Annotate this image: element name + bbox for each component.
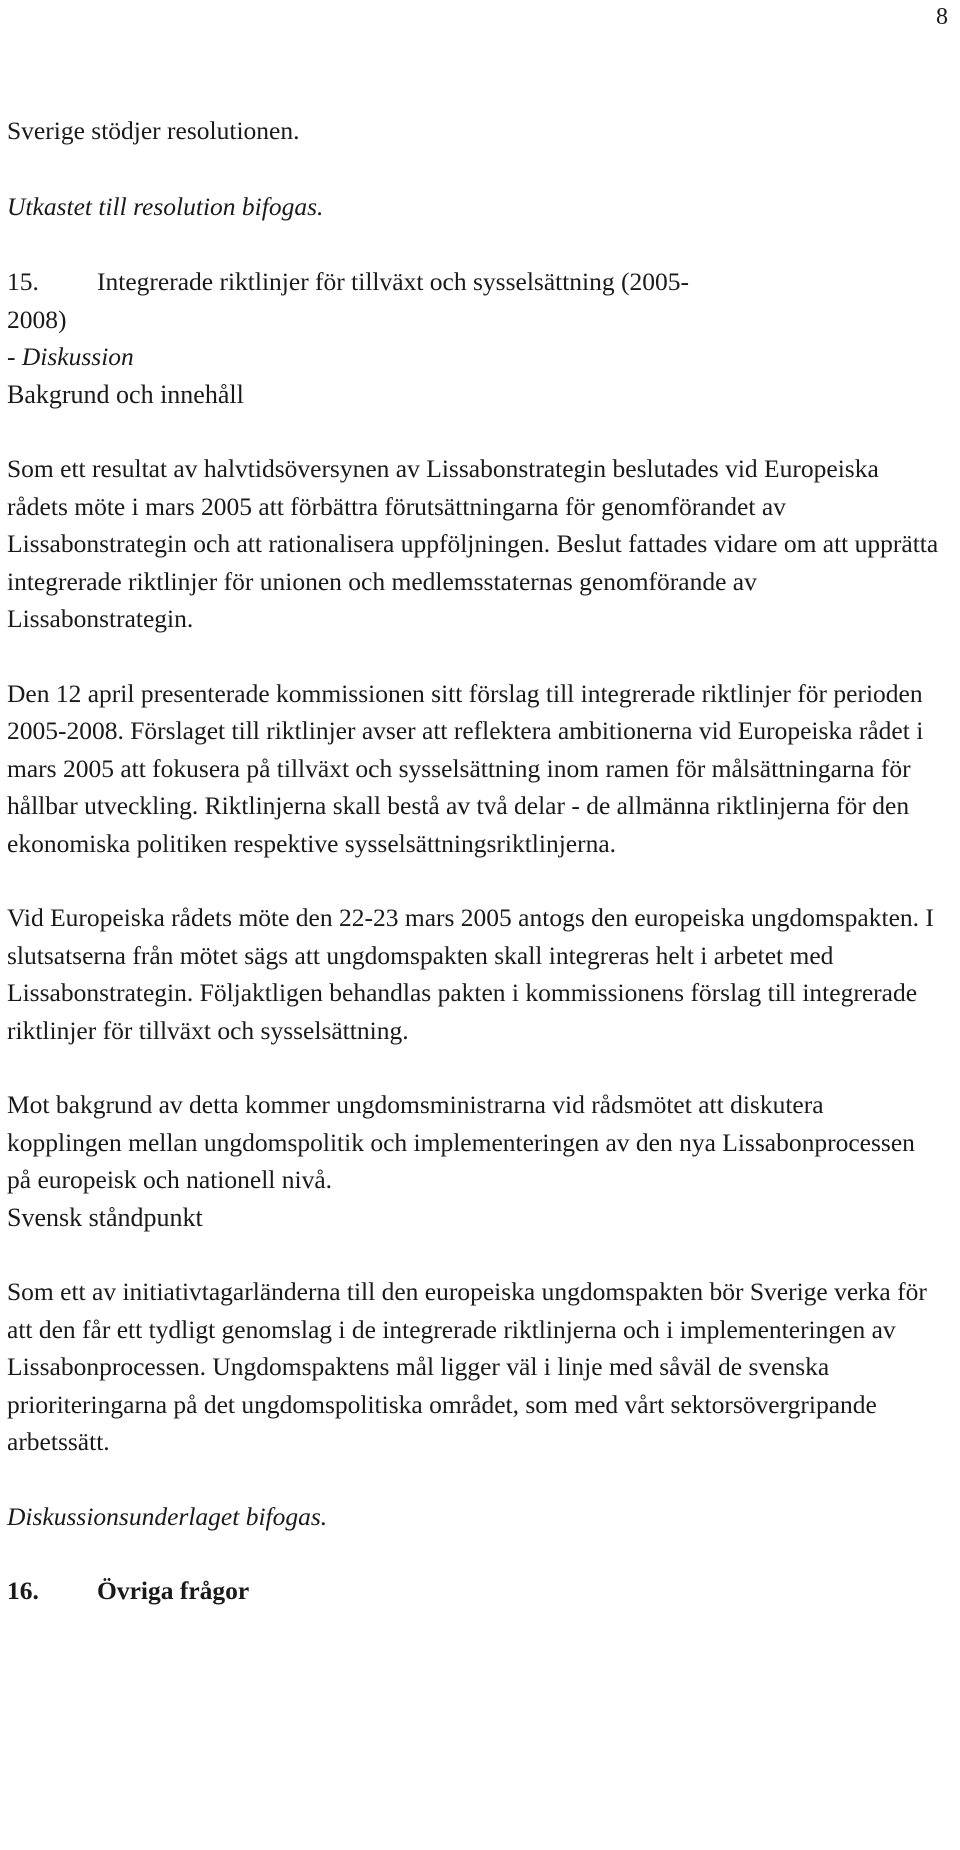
discussion-attachment-note: Diskussionsunderlaget bifogas.	[7, 1501, 328, 1531]
agenda-item-title-line1: Integrerade riktlinjer för tillväxt och sysselsättning (2005-	[97, 267, 690, 296]
agenda-item-title-line2: 2008)	[7, 304, 67, 334]
agenda-item-title	[97, 263, 942, 301]
background-paragraph-2: Den 12 april presenterade kommissionen sitt förslag till integrerade riktlinjer för perioden 2005-2008. Förslaget till riktlinjer avser att reflektera ambitionerna vid Europeiska rådet i mars 2005 att fokusera på tillväxt och sysselsättning inom ramen för målsättningarna för hållbar utveckling. Riktlinjerna skall bestå av två delar - de allmänna riktlinjerna för den ekonomiska politiken respektive sysselsättningsriktlinjerna.	[7, 678, 924, 858]
agenda-item-title: Övriga frågor	[97, 1576, 250, 1605]
page-number: 8	[936, 4, 948, 30]
agenda-item-subtitle: - Diskussion	[7, 342, 134, 371]
agenda-item-16	[7, 1572, 942, 1610]
section-heading-background: Bakgrund och innehåll	[7, 379, 244, 409]
document-body	[7, 112, 942, 1610]
agenda-item-number: 15.	[7, 267, 39, 296]
position-paragraph: Som ett av initiativtagarländerna till den europeiska ungdomspakten bör Sverige verka för att den får ett tydligt genomslag i de integrerade riktlinjerna och i implementeringen av Lissabonprocessen. Ungdomspaktens mål ligger väl i linje med såväl de svenska prioriteringarna på det ungdomspolitiska området, som med vårt sektorsövergripande arbetssätt.	[7, 1277, 927, 1456]
agenda-item-15	[7, 263, 942, 301]
draft-attachment-note: Utkastet till resolution bifogas.	[7, 191, 324, 221]
agenda-item-number: 16.	[7, 1576, 39, 1605]
section-heading-position: Svensk ståndpunkt	[7, 1202, 203, 1232]
support-statement: Sverige stödjer resolutionen.	[7, 116, 300, 145]
background-paragraph-3: Vid Europeiska rådets möte den 22-23 mars 2005 antogs den europeiska ungdomspakten. I slutsatserna från mötet sägs att ungdomspakten skall integreras helt i arbetet med Lissabonstrategin. Följaktligen behandlas pakten i kommissionens förslag till integrerade riktlinjer för tillväxt och sysselsättning.	[7, 903, 934, 1045]
background-paragraph-4: Mot bakgrund av detta kommer ungdomsministrarna vid rådsmötet att diskutera kopplingen mellan ungdomspolitik och implementeringen av den nya Lissabonprocessen på europeisk och nationell nivå.	[7, 1090, 915, 1194]
background-paragraph-1: Som ett resultat av halvtidsöversynen av Lissabonstrategin beslutades vid Europeiska rådets möte i mars 2005 att förbättra förutsättningarna för genomförandet av Lissabonstrategin och att rationalisera uppföljningen. Beslut fattades vidare om att upprätta integrerade riktlinjer för unionen och medlemsstaternas genomförande av Lissabonstrategin.	[7, 454, 939, 633]
